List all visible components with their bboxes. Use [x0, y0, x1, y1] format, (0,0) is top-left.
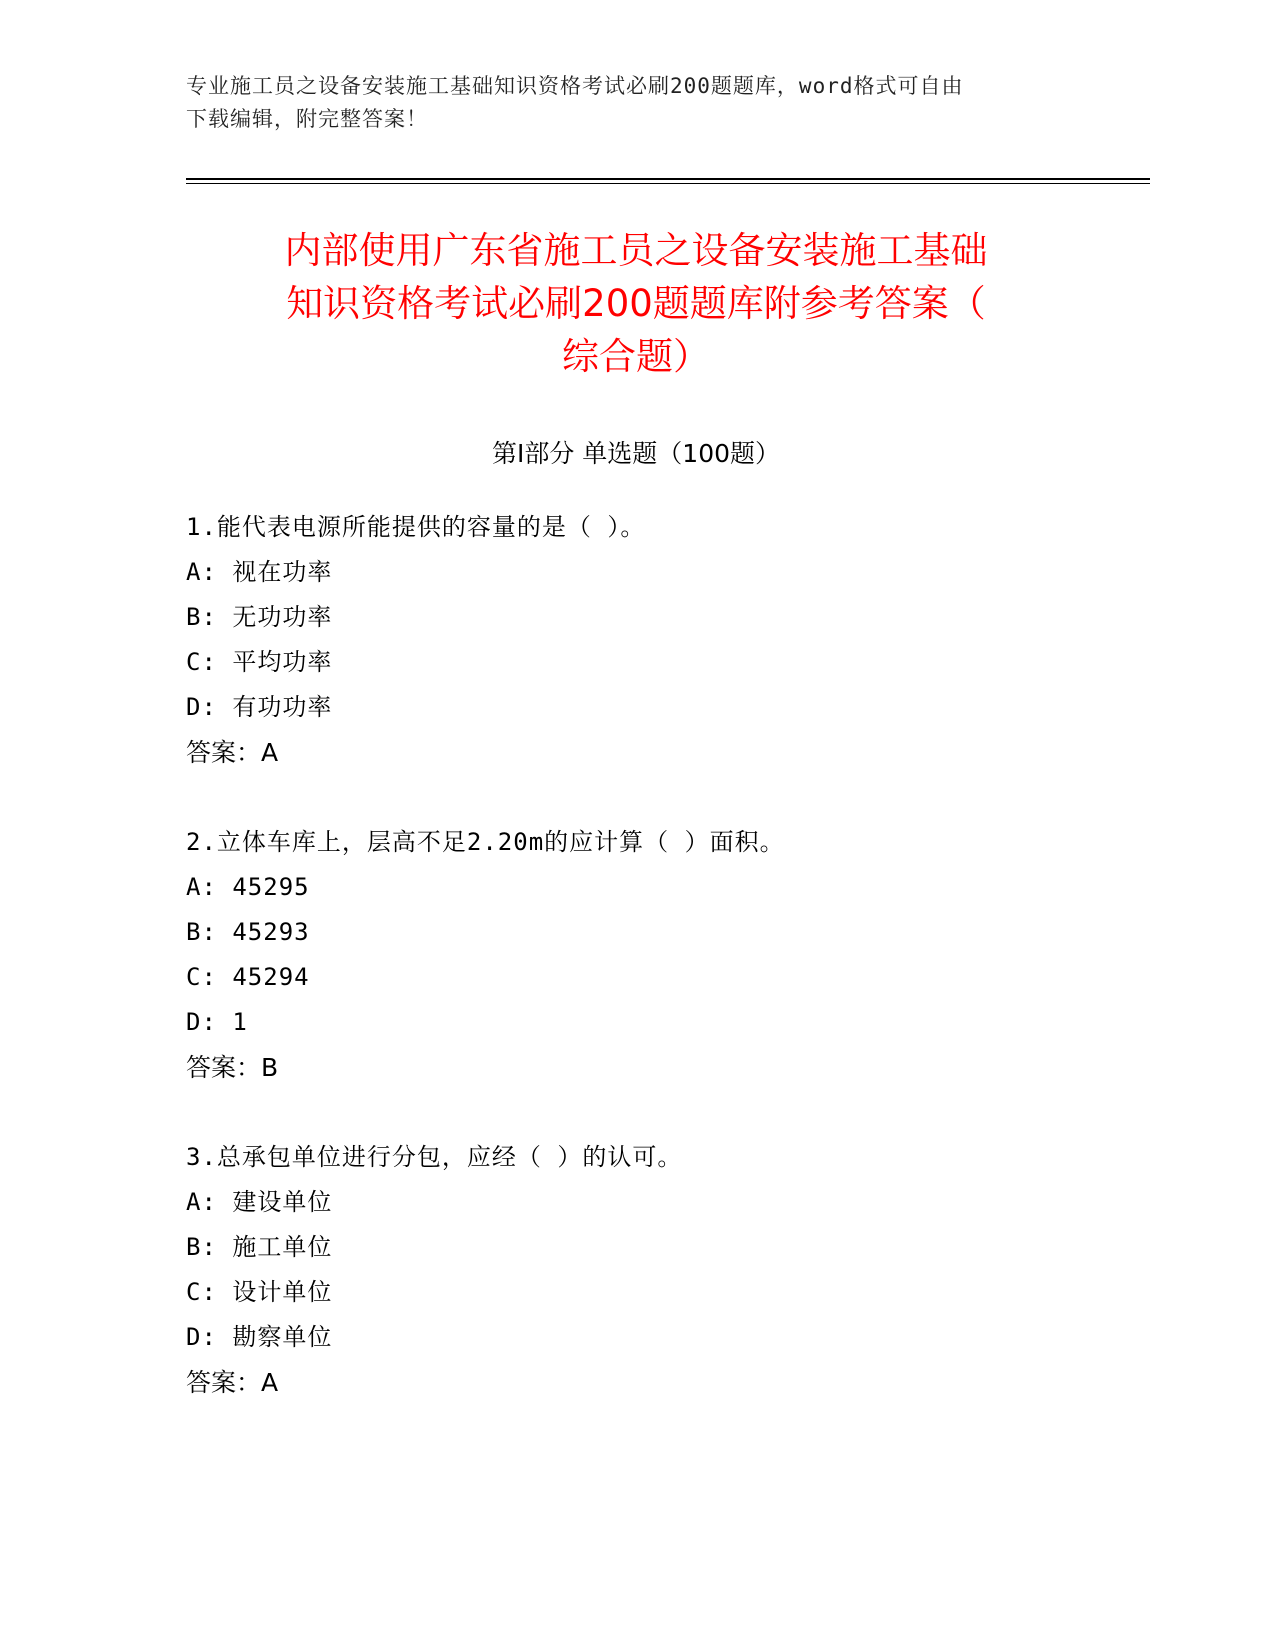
option-a: A: 45295 — [186, 873, 310, 901]
option-a: A: 视在功率 — [186, 558, 333, 586]
header-note-line-1: 专业施工员之设备安装施工基础知识资格考试必刷200题题库，word格式可自由 — [186, 74, 964, 98]
document-title-line-1: 内部使用广东省施工员之设备安装施工基础 — [284, 229, 988, 272]
option-a: A: 建设单位 — [186, 1188, 333, 1216]
document-title-line-3: 综合题） — [562, 335, 710, 378]
question-stem: 1.能代表电源所能提供的容量的是（ ）。 — [186, 513, 646, 541]
option-d: D: 勘察单位 — [186, 1323, 333, 1351]
document-title-line-2: 知识资格考试必刷200题题库附参考答案（ — [286, 282, 986, 325]
option-d: D: 1 — [186, 1008, 248, 1036]
option-b: B: 施工单位 — [186, 1233, 333, 1261]
header-divider-thin — [186, 183, 1150, 184]
question-3 — [186, 1135, 1126, 1405]
option-b: B: 无功功率 — [186, 603, 333, 631]
question-1 — [186, 505, 1126, 775]
document-title — [186, 224, 1086, 383]
section-heading: 第I部分 单选题（100题） — [491, 439, 781, 468]
option-d: D: 有功功率 — [186, 693, 333, 721]
answer: 答案：B — [186, 1053, 279, 1082]
header-note — [186, 70, 1086, 136]
option-c: C: 设计单位 — [186, 1278, 333, 1306]
option-c: C: 平均功率 — [186, 648, 333, 676]
header-divider-thick — [186, 178, 1150, 180]
question-stem: 2.立体车库上，层高不足2.20m的应计算（ ）面积。 — [186, 828, 785, 856]
answer: 答案：A — [186, 1368, 279, 1397]
header-note-line-2: 下载编辑，附完整答案！ — [186, 107, 428, 131]
option-b: B: 45293 — [186, 918, 310, 946]
question-stem: 3.总承包单位进行分包，应经（ ）的认可。 — [186, 1143, 683, 1171]
option-c: C: 45294 — [186, 963, 310, 991]
question-2 — [186, 820, 1126, 1090]
answer: 答案：A — [186, 738, 279, 767]
